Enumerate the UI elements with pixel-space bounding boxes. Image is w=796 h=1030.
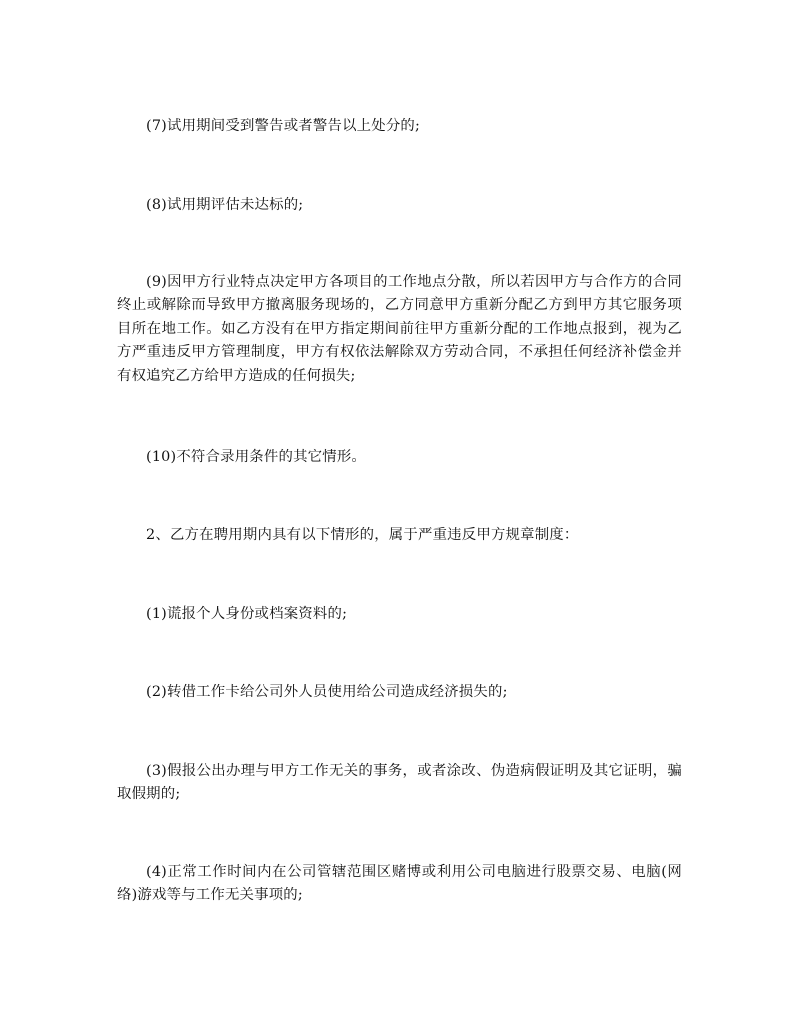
section-2-clause-4: (4)正常工作时间内在公司管辖范围区赌博或利用公司电脑进行股票交易、电脑(网络)游戏等与工作无关事项的; [117, 864, 682, 904]
clause-7: (7)试用期间受到警告或者警告以上处分的; [146, 118, 421, 134]
section-2-clause-2: (2)转借工作卡给公司外人员使用给公司造成经济损失的; [146, 684, 508, 700]
clause-9: (9)因甲方行业特点决定甲方各项目的工作地点分散，所以若因甲方与合作方的合同终止或解除而导致甲方撤离服务现场的，乙方同意甲方重新分配乙方到甲方其它服务项目所在地工作。如乙方没有在甲方指定期间前往甲方重新分配的工作地点报到，视为乙方严重违反甲方管理制度，甲方有权依法解除双方劳动合同，不承担任何经济补偿金并有权追究乙方给甲方造成的任何损失; [117, 274, 682, 384]
section-2-heading: 2、乙方在聘用期内具有以下情形的，属于严重违反甲方规章制度： [146, 527, 579, 543]
clause-8: (8)试用期评估未达标的; [146, 197, 304, 213]
clause-10: (10)不符合录用条件的其它情形。 [146, 449, 367, 465]
section-2-clause-1: (1)谎报个人身份或档案资料的; [146, 606, 348, 622]
section-2-clause-3: (3)假报公出办理与甲方工作无关的事务，或者涂改、伪造病假证明及其它证明，骗取假期的; [117, 763, 682, 803]
